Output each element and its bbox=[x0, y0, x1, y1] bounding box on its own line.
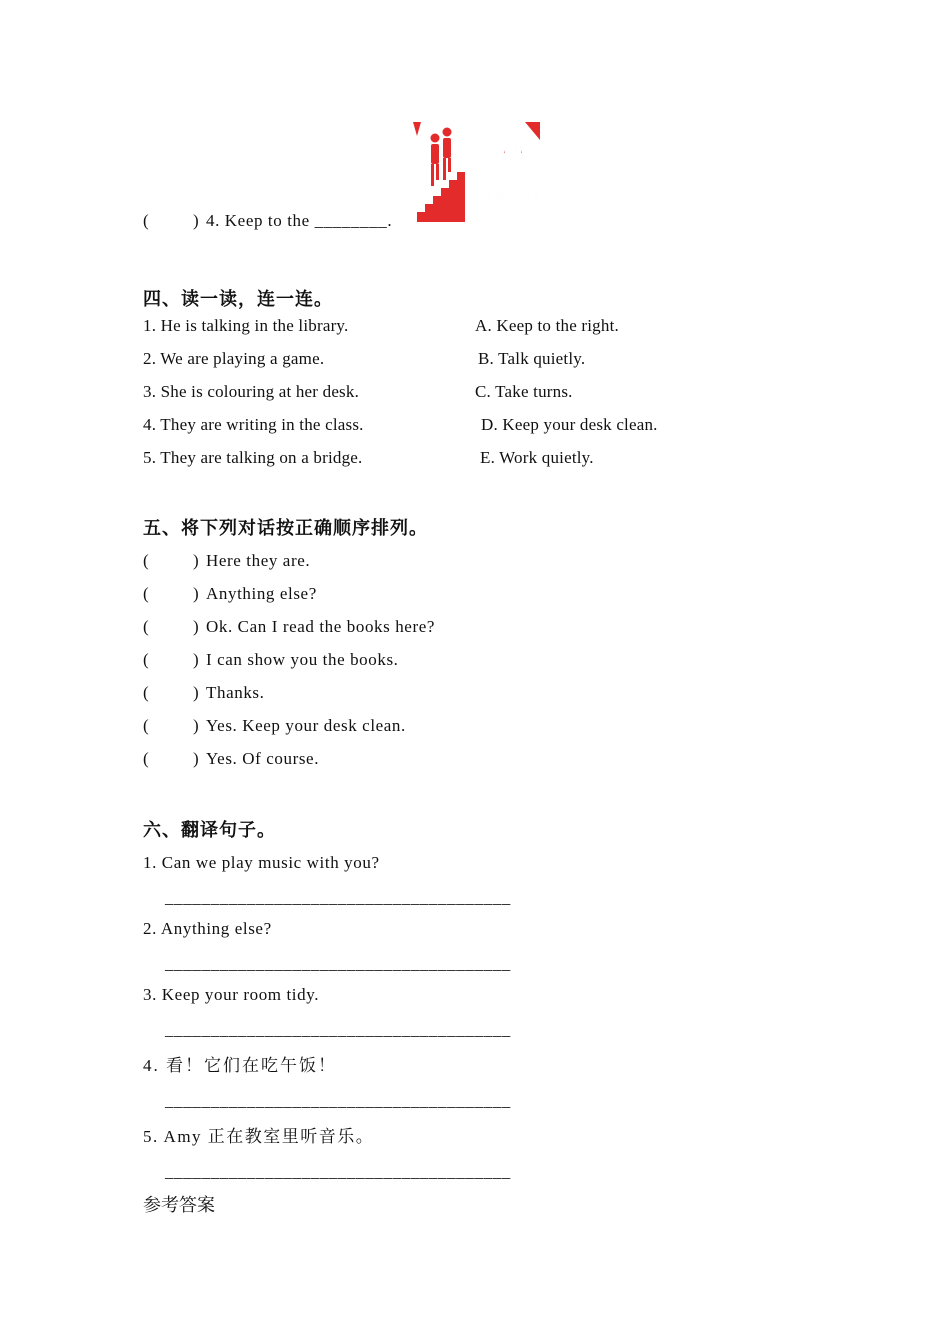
order-paren-close: ) bbox=[193, 683, 200, 702]
order-paren-open: ( bbox=[143, 551, 150, 570]
order-item-text: Ok. Can I read the books here? bbox=[206, 617, 436, 636]
match-left-item: 5. They are talking on a bridge. bbox=[143, 448, 363, 467]
section6-title: 六、翻译句子。 bbox=[143, 820, 276, 841]
answer-heading: 参考答案 bbox=[143, 1195, 215, 1216]
order-item-text: I can show you the books. bbox=[206, 650, 399, 669]
answer-blank: ______________________________________ bbox=[165, 1020, 511, 1039]
q4-text: 4. Keep to the ________. bbox=[206, 211, 393, 230]
translate-item: 2. Anything else? bbox=[143, 919, 272, 938]
q4-paren-open: ( bbox=[143, 211, 150, 230]
sign-text-line1: 上下楼梯 bbox=[467, 145, 535, 165]
section5-title: 五、将下列对话按正确顺序排列。 bbox=[143, 518, 428, 539]
order-item-text: Here they are. bbox=[206, 551, 311, 570]
match-left-item: 2. We are playing a game. bbox=[143, 349, 325, 368]
order-paren-open: ( bbox=[143, 617, 150, 636]
answer-blank: ______________________________________ bbox=[165, 888, 511, 907]
match-left-item: 3. She is colouring at her desk. bbox=[143, 382, 360, 401]
translate-item: 3. Keep your room tidy. bbox=[143, 985, 320, 1004]
q4-paren-close: ) bbox=[193, 211, 200, 230]
translate-item: 1. Can we play music with you? bbox=[143, 853, 380, 872]
match-right-item: E. Work quietly. bbox=[480, 448, 594, 467]
stairs-sign-image bbox=[413, 122, 549, 222]
order-item-text: Anything else? bbox=[206, 584, 317, 603]
order-paren-close: ) bbox=[193, 749, 200, 768]
translate-item: 5. Amy 正在教室里听音乐。 bbox=[143, 1127, 375, 1146]
answer-blank: ______________________________________ bbox=[165, 954, 511, 973]
order-paren-open: ( bbox=[143, 683, 150, 702]
translate-item: 4. 看！它们在吃午饭！ bbox=[143, 1056, 337, 1075]
answer-blank: ______________________________________ bbox=[165, 1091, 511, 1110]
order-paren-close: ) bbox=[193, 650, 200, 669]
order-paren-close: ) bbox=[193, 716, 200, 735]
match-left-item: 4. They are writing in the class. bbox=[143, 415, 364, 434]
order-paren-close: ) bbox=[193, 584, 200, 603]
match-right-item: D. Keep your desk clean. bbox=[481, 415, 658, 434]
order-paren-open: ( bbox=[143, 716, 150, 735]
order-item-text: Yes. Of course. bbox=[206, 749, 320, 768]
order-item-text: Yes. Keep your desk clean. bbox=[206, 716, 406, 735]
match-right-item: B. Talk quietly. bbox=[478, 349, 586, 368]
order-paren-open: ( bbox=[143, 749, 150, 768]
sign-text-line2: 靠右行走 bbox=[481, 185, 549, 205]
order-paren-close: ) bbox=[193, 551, 200, 570]
order-item-text: Thanks. bbox=[206, 683, 265, 702]
stairs-sign-icon bbox=[413, 122, 549, 222]
match-left-item: 1. He is talking in the library. bbox=[143, 316, 349, 335]
answer-blank: ______________________________________ bbox=[165, 1162, 511, 1181]
order-paren-close: ) bbox=[193, 617, 200, 636]
match-right-item: C. Take turns. bbox=[475, 382, 573, 401]
match-right-item: A. Keep to the right. bbox=[475, 316, 619, 335]
order-paren-open: ( bbox=[143, 584, 150, 603]
order-paren-open: ( bbox=[143, 650, 150, 669]
section4-title: 四、读一读，连一连。 bbox=[143, 289, 333, 310]
